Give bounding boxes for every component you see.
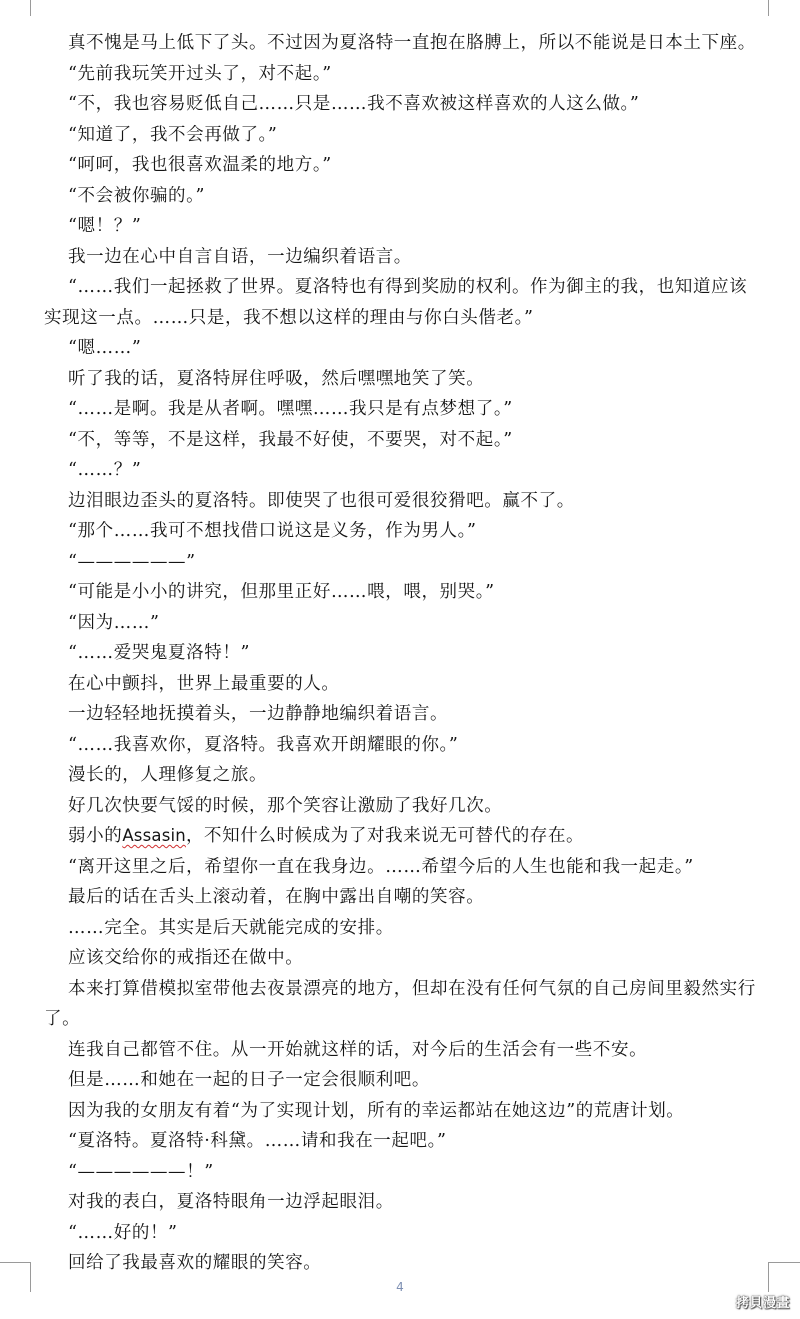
spellcheck-word: Assasin	[122, 826, 186, 845]
text-line: 漫长的，人理修复之旅。	[68, 765, 268, 785]
text-line: 我一边在心中自言自语，一边编织着语言。	[68, 246, 412, 267]
text-line: 对我的表白，夏洛特眼角一边浮起眼泪。	[68, 1192, 394, 1212]
text-segment: 弱小的	[68, 826, 123, 846]
text-line: “——————”	[68, 551, 196, 572]
watermark-logo: 拷貝漫畫	[735, 1296, 790, 1311]
text-line: 边泪眼边歪头的夏洛特。即使哭了也很可爱很狡猾吧。赢不了。	[68, 490, 575, 511]
crop-mark-top-right-vertical	[768, 0, 769, 16]
page-number: 4	[396, 1280, 404, 1294]
text-line: ……完全。其实是后天就能完成的安排。	[68, 917, 394, 938]
crop-mark-bottom-left-horizontal	[0, 1262, 31, 1263]
text-line: “不会被你骗的。”	[68, 185, 206, 206]
crop-mark-top-left-vertical	[30, 0, 31, 16]
text-line: “……？”	[68, 460, 142, 480]
text-line: “先前我玩笑开过头了，对不起。”	[68, 63, 332, 84]
text-line: 真不愧是马上低下了头。不过因为夏洛特一直抱在胳膊上，所以不能说是日本土下座。	[68, 33, 756, 53]
text-line: “知道了，我不会再做了。”	[68, 124, 278, 145]
text-line	[44, 821, 764, 852]
text-line: “……我喜欢你，夏洛特。我喜欢开朗耀眼的你。”	[68, 734, 459, 755]
text-line: “夏洛特。夏洛特·科黛。……请和我在一起吧。”	[68, 1131, 447, 1151]
text-line: 好几次快要气馁的时候，那个笑容让激励了我好几次。	[68, 795, 503, 816]
text-line: “不，我也容易贬低自己……只是……我不喜欢被这样喜欢的人这么做。”	[68, 94, 640, 114]
document-page	[44, 28, 764, 1279]
text-line: “那个……我可不想找借口说这是义务，作为男人。”	[68, 521, 477, 541]
text-line: 实现这一点。……只是，我不想以这样的理由与你白头偕老。”	[44, 307, 534, 328]
text-line: “可能是小小的讲究，但那里正好……喂，喂，别哭。”	[68, 582, 495, 602]
text-line: “离开这里之后，希望你一直在我身边。……希望今后的人生也能和我一起走。”	[68, 856, 694, 877]
text-line: 连我自己都管不住。从一开始就这样的话，对今后的生活会有一些不安。	[68, 1039, 648, 1060]
text-line: “……是啊。我是从者啊。嘿嘿……我只是有点梦想了。”	[68, 399, 513, 419]
text-segment: ，不知什么时候成为了对我来说无可替代的存在。	[185, 826, 585, 846]
text-line: 一边轻轻地抚摸着头，一边静静地编织着语言。	[68, 704, 449, 724]
text-line: 本来打算借模拟室带他去夜景漂亮的地方，但却在没有任何气氛的自己房间里毅然实行	[68, 978, 756, 999]
text-line: 应该交给你的戒指还在做中。	[68, 948, 304, 968]
text-line: “呵呵，我也很喜欢温柔的地方。”	[68, 155, 332, 175]
text-line: “——————！”	[68, 1161, 214, 1182]
text-line: “嗯……”	[68, 338, 142, 358]
text-line: 听了我的话，夏洛特屏住呼吸，然后嘿嘿地笑了笑。	[68, 368, 485, 389]
text-line: 在心中颤抖，世界上最重要的人。	[68, 673, 340, 694]
text-line: 了。	[44, 1009, 81, 1029]
text-line: 因为我的女朋友有着“为了实现计划，所有的幸运都站在她这边”的荒唐计划。	[68, 1100, 685, 1121]
text-line: 最后的话在舌头上滚动着，在胸中露出自嘲的笑容。	[68, 887, 485, 907]
text-line: “……我们一起拯救了世界。夏洛特也有得到奖励的权利。作为御主的我，也知道应该	[68, 277, 748, 297]
text-line: 回给了我最喜欢的耀眼的笑容。	[68, 1253, 322, 1273]
crop-mark-bottom-right-horizontal	[768, 1262, 800, 1263]
text-line: 但是……和她在一起的日子一定会很顺利吧。	[68, 1070, 430, 1090]
text-line: “……好的！”	[68, 1222, 178, 1243]
text-line: “嗯！？”	[68, 216, 142, 236]
text-line: “……爱哭鬼夏洛特！”	[68, 643, 250, 663]
text-line: “因为……”	[68, 612, 160, 633]
text-line: “不，等等，不是这样，我最不好使，不要哭，对不起。”	[68, 429, 513, 450]
